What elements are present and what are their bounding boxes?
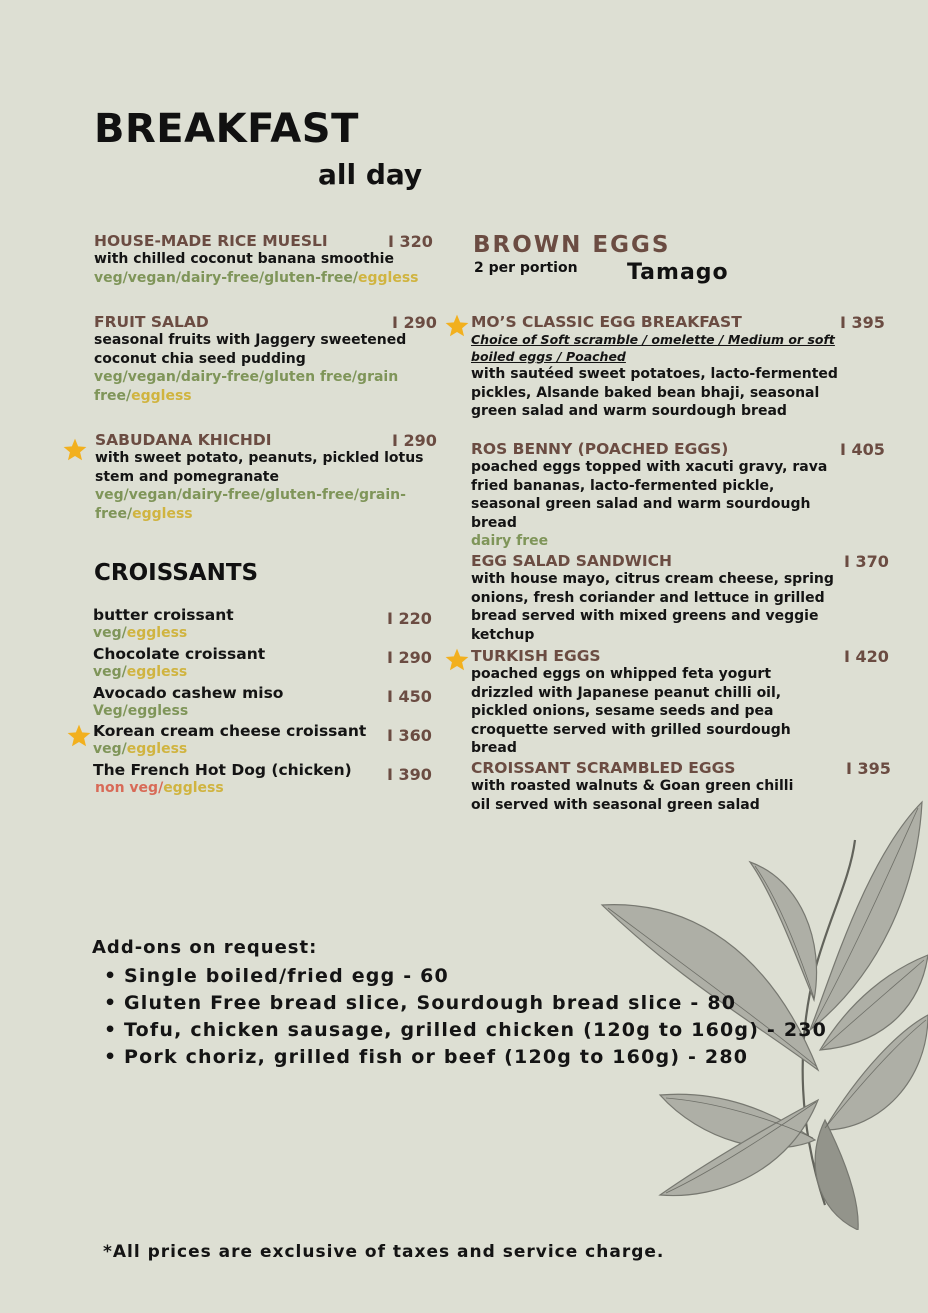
dietary-eggless: eggless <box>126 625 188 641</box>
croissant-item <box>93 722 366 758</box>
croissant-item <box>93 645 265 681</box>
dietary-eggless: eggless <box>131 388 192 404</box>
star-icon <box>62 437 88 463</box>
item-name: TURKISH EGGS <box>471 647 601 665</box>
addons-list <box>104 963 827 1071</box>
dietary-options <box>94 269 440 288</box>
dietary-main: veg/ <box>93 741 127 757</box>
croissant-item <box>93 606 234 642</box>
dietary-eggless: eggless <box>163 780 224 796</box>
addon-item <box>104 1044 827 1071</box>
item-name: CROISSANT SCRAMBLED EGGS <box>471 759 736 777</box>
bullet-icon: • <box>104 1046 118 1068</box>
tamago-label: Tamago <box>627 260 729 285</box>
star-icon <box>444 313 470 339</box>
croissant-item <box>93 684 283 720</box>
croissant-price: I 290 <box>387 648 432 667</box>
bullet-icon: • <box>104 965 118 987</box>
addon-text: Single boiled/fried egg - 60 <box>124 965 449 987</box>
section-heading-brown-eggs: BROWN EGGS <box>473 232 671 258</box>
item-name: FRUIT SALAD <box>94 313 209 331</box>
item-name: HOUSE-MADE RICE MUESLI <box>94 232 328 250</box>
item-name: MO’S CLASSIC EGG BREAKFAST <box>471 313 742 331</box>
star-icon <box>444 647 470 673</box>
item-description: with chilled coconut banana smoothie <box>94 251 394 267</box>
dietary-eggless: eggless <box>357 269 419 286</box>
croissant-name: Korean cream cheese croissant <box>93 722 367 740</box>
item-name: SABUDANA KHICHDI <box>95 431 272 449</box>
page-subtitle: all day <box>318 158 423 191</box>
item-price: I 395 <box>840 313 885 332</box>
croissant-name: Chocolate croissant <box>93 645 266 663</box>
dietary-options <box>93 663 265 681</box>
dietary-eggless: eggless <box>126 741 188 757</box>
addons-title: Add-ons on request: <box>92 937 318 958</box>
egg-style-choice: Choice of Soft scramble / omelette / Medium or soft boiled eggs / Poached <box>471 332 835 364</box>
egg-item <box>471 440 831 551</box>
addon-item <box>104 990 827 1017</box>
item-price: I 290 <box>392 313 437 332</box>
item-name: EGG SALAD SANDWICH <box>471 552 672 570</box>
dietary-main: veg/vegan/dairy-free/gluten-free/grain-free/ <box>95 487 406 522</box>
item-description: poached eggs on whipped feta yogurt drizzled with Japanese peanut chilli oil, pickled onions, sesame seeds and pea croquette served with grilled sourdough bread <box>471 666 791 756</box>
page-title: BREAKFAST <box>94 106 359 152</box>
dietary-eggless: eggless <box>126 664 188 680</box>
croissant-price: I 390 <box>387 765 432 784</box>
item-description: with sweet potato, peanuts, pickled lotus stem and pomegranate <box>95 450 424 485</box>
dietary-options <box>95 486 447 524</box>
croissant-price: I 360 <box>387 726 432 745</box>
dietary-main: non veg/ <box>95 780 164 796</box>
item-price: I 370 <box>844 552 889 571</box>
croissant-name: The French Hot Dog (chicken) <box>93 761 352 779</box>
item-price: I 405 <box>840 440 885 459</box>
item-description: with sautéed sweet potatoes, lacto-fermented pickles, Alsande baked bean bhaji, seasonal green salad and warm sourdough bread <box>471 366 838 419</box>
dietary-main: Veg/eggless <box>93 703 189 719</box>
addon-text: Pork choriz, grilled fish or beef (120g to 160g) - 280 <box>124 1046 749 1068</box>
dietary-options: dairy free <box>471 533 549 549</box>
egg-item <box>471 313 857 421</box>
portion-note: 2 per portion <box>474 260 578 276</box>
addon-item <box>104 963 827 990</box>
bullet-icon: • <box>104 1019 118 1041</box>
dietary-main: veg/ <box>93 625 127 641</box>
item-description: poached eggs topped with xacuti gravy, rava fried bananas, lacto-fermented pickle, seasonal green salad and warm sourdough bread <box>471 459 828 531</box>
item-price: I 395 <box>846 759 891 778</box>
addon-item <box>104 1017 827 1044</box>
croissant-item <box>93 761 352 797</box>
dietary-main: veg/vegan/dairy-free/gluten free/grain free/ <box>94 369 399 404</box>
item-description: with roasted walnuts & Goan green chilli oil served with seasonal green salad <box>471 778 794 813</box>
dietary-options <box>93 740 366 758</box>
price-footnote: *All prices are exclusive of taxes and service charge. <box>103 1242 665 1262</box>
dietary-options <box>93 702 283 720</box>
item-price: I 420 <box>844 647 889 666</box>
item-price: I 320 <box>388 232 433 251</box>
item-description: seasonal fruits with Jaggery sweetened coconut chia seed pudding <box>94 332 407 367</box>
section-heading-croissants: CROISSANTS <box>94 560 259 586</box>
dietary-options <box>93 624 234 642</box>
star-icon <box>66 723 92 749</box>
dietary-eggless: eggless <box>132 506 193 522</box>
item-name: ROS BENNY (POACHED EGGS) <box>471 440 729 458</box>
breakfast-item <box>94 313 414 406</box>
item-price: I 290 <box>392 431 437 450</box>
egg-item <box>471 647 827 758</box>
croissant-name: Avocado cashew miso <box>93 684 284 702</box>
croissant-price: I 220 <box>387 609 432 628</box>
dietary-options <box>94 368 414 406</box>
dietary-main: veg/ <box>93 664 127 680</box>
egg-item <box>471 552 856 644</box>
addon-text: Tofu, chicken sausage, grilled chicken (120g to 160g) - 230 <box>124 1019 828 1041</box>
addon-text: Gluten Free bread slice, Sourdough bread slice - 80 <box>124 992 737 1014</box>
bullet-icon: • <box>104 992 118 1014</box>
croissant-price: I 450 <box>387 687 432 706</box>
dietary-options <box>93 779 352 797</box>
croissant-name: butter croissant <box>93 606 234 624</box>
item-description: with house mayo, citrus cream cheese, spring onions, fresh coriander and lettuce in grilled bread served with mixed greens and veggie ketchup <box>471 571 834 643</box>
dietary-main: veg/vegan/dairy-free/gluten-free/ <box>94 269 358 286</box>
